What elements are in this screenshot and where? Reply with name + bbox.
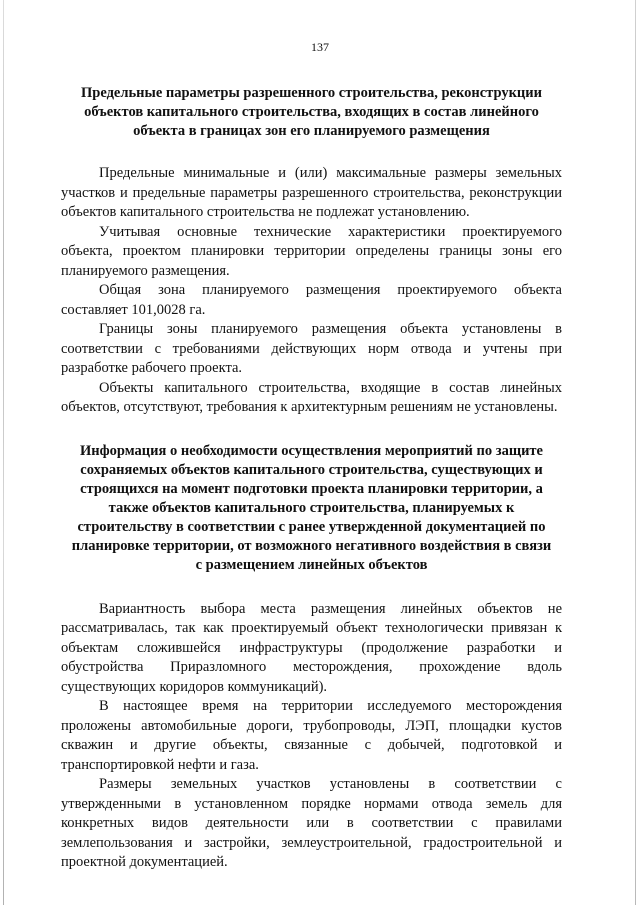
paragraph: Общая зона планируемого размещения проектируемого объекта составляет 101,0028 га.: [61, 282, 562, 318]
section-heading-1: Предельные параметры разрешенного строительства, реконструкции объектов капитального строительства, входящих в состав линейного объекта в границах зон его планируемого размещения: [80, 85, 542, 139]
section-heading-2: Информация о необходимости осуществления мероприятий по защите сохраняемых объектов капитального строительства, существующих и строящихся на момент подготовки проекта планировки территории, а также объектов капитального строительства, планируемых к строительству в соответствии с ранее утвержденной документацией по планировке территории, от возможного негативного воздействия в связи с размещением линейных объектов: [71, 442, 552, 573]
scan-edge-left: [3, 0, 4, 905]
paragraph: Учитывая основные технические характеристики проектируемого объекта, проектом планировки территории определены границы зоны его планируемого размещения.: [61, 223, 562, 279]
page-number: 137: [311, 40, 329, 54]
paragraph: В настоящее время на территории исследуемого месторождения проложены автомобильные дороги, трубопроводы, ЛЭП, площадки кустов скважин и другие объекты, связанные с добычей, подготовкой и транспортировкой нефти и газа.: [61, 698, 562, 773]
paragraph: Размеры земельных участков установлены в соответствии с утвержденными в установленном порядке нормами отвода земель для конкретных видов деятельности или в соответствии с правилами землепользования и застройки, землеустроительной, градостроительной и проектной документацией.: [61, 776, 562, 870]
paragraph: Вариантность выбора места размещения линейных объектов не рассматривалась, так как проектируемый объект технологически привязан к объектам сложившейся инфраструктуры (продолжение разработки и обустройства Приразломного месторождения, прохождение вдоль существующих коридоров коммуникаций).: [61, 600, 562, 695]
paragraph: Границы зоны планируемого размещения объекта установлены в соответствии с требованиями действующих норм отвода и учтены при разработке рабочего проекта.: [61, 321, 562, 376]
paragraph: Предельные минимальные и (или) максимальные размеры земельных участков и предельные параметры разрешенного строительства, реконструкции объектов капитального строительства не подлежат установлению.: [61, 165, 562, 220]
document-body: [61, 84, 562, 873]
paragraph: Объекты капитального строительства, входящие в состав линейных объектов, отсутствуют, требования к архитектурным решениям не установлены.: [61, 379, 562, 415]
scan-edge-right: [635, 0, 636, 905]
